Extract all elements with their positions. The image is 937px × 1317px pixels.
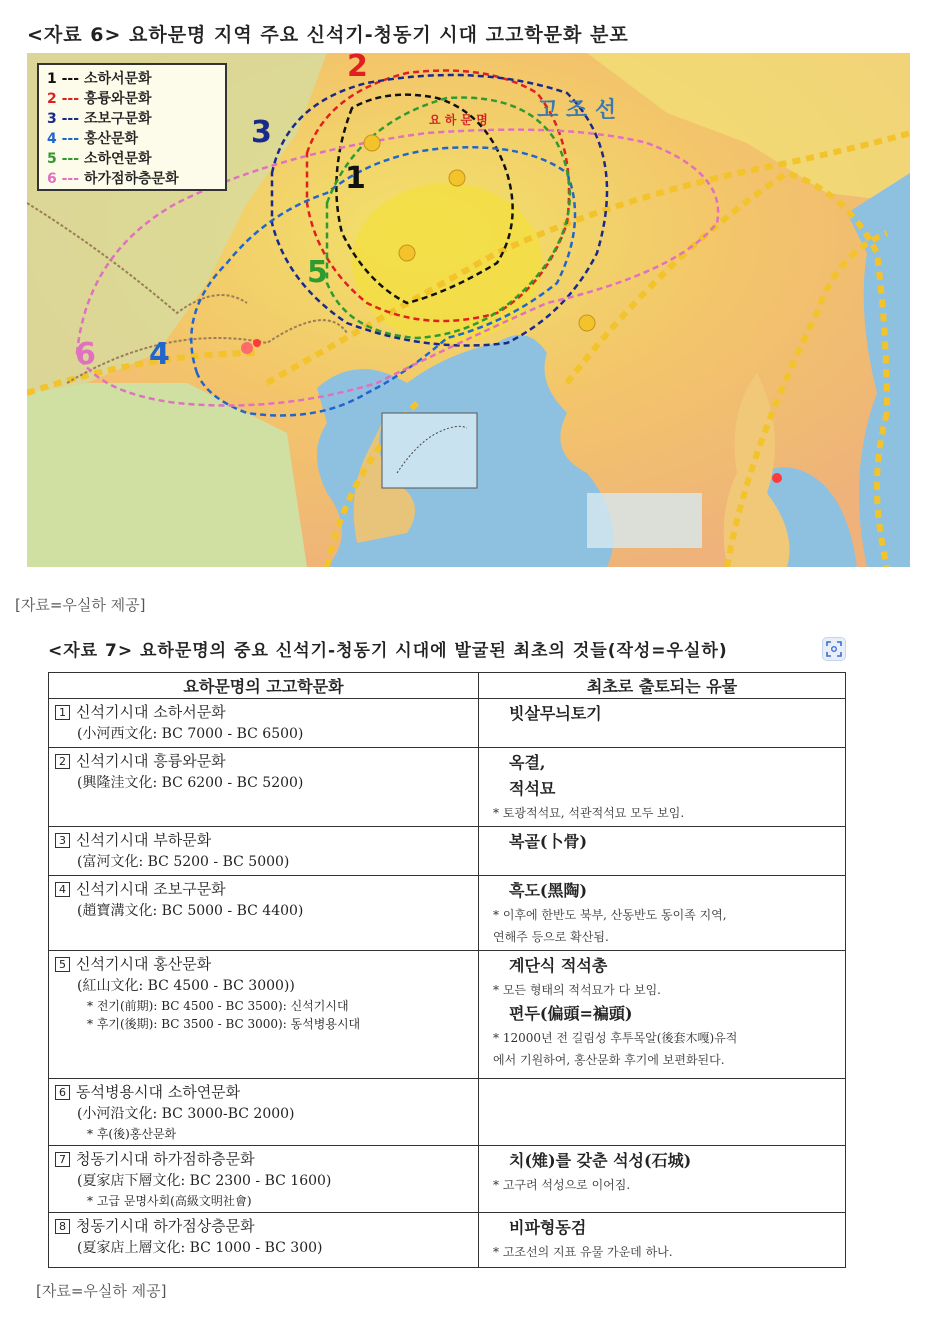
artifact-note: * 12000년 전 길림성 후투목알(後套木嘎)유적 [493, 1031, 738, 1045]
artifact-note: * 이후에 한반도 북부, 산동반도 동이족 지역, [493, 908, 727, 922]
culture-note: * 후기(後期): BC 3500 - BC 3000): 동석병용시대 [87, 1017, 361, 1031]
table-row [49, 951, 846, 1079]
row-number-box: 5 [55, 957, 70, 972]
culture-name-text: 동석병용시대 소하연문화 [76, 1083, 241, 1101]
culture-name [55, 829, 472, 851]
culture-cell [49, 951, 479, 1079]
zone-label-4: 4 [149, 337, 170, 372]
culture-name-text: 청동기시대 하가점상층문화 [76, 1217, 255, 1235]
legend-item: 2 --- 흥륭와문화 [47, 91, 152, 107]
culture-date: (趙寶溝文化: BC 5000 - BC 4400) [77, 903, 304, 919]
culture-name-text: 신석기시대 흥륭와문화 [76, 752, 226, 770]
zone-label-6: 6 [75, 337, 96, 372]
column-header-culture: 요하문명의 고고학문화 [49, 673, 479, 699]
culture-name [55, 1148, 472, 1170]
artifact-cell [479, 827, 846, 876]
figure6-title: <자료 6> 요하문명 지역 주요 신석기-청동기 시대 고고학문화 분포 [27, 24, 629, 46]
legend-item: 6 --- 하가점하층문화 [47, 171, 179, 187]
zone-label-2: 2 [347, 53, 368, 84]
zone-label-3: 3 [251, 115, 272, 150]
row-number-box: 2 [55, 754, 70, 769]
culture-name-text: 신석기시대 부하문화 [76, 831, 212, 849]
culture-name [55, 701, 472, 723]
artifact-note: 에서 기원하여, 홍산문화 후기에 보편화된다. [493, 1053, 725, 1067]
artifact-name: 계단식 적석총 [509, 956, 608, 975]
culture-name-text: 청동기시대 하가점하층문화 [76, 1150, 255, 1168]
culture-name-text: 신석기시대 소하서문화 [76, 703, 226, 721]
zone-label-5: 5 [307, 255, 328, 290]
culture-note: * 전기(前期): BC 4500 - BC 3500): 신석기시대 [87, 999, 349, 1013]
artifact-name: 복골(卜骨) [509, 832, 588, 851]
row-number-box: 1 [55, 705, 70, 720]
table-row [49, 827, 846, 876]
culture-note: * 후(後)홍산문화 [87, 1127, 177, 1141]
column-header-artifacts: 최초로 출토되는 유물 [479, 673, 846, 699]
row-number-box: 8 [55, 1219, 70, 1234]
artifact-note: * 모든 형태의 적석묘가 다 보임. [493, 983, 661, 997]
artifact-name: 빗살무늬토기 [509, 704, 602, 723]
artifact-name: 흑도(黑陶) [509, 881, 588, 900]
table-row [49, 748, 846, 827]
artifact-name: 옥결, [509, 753, 546, 772]
culture-note: * 고급 문명사회(高級文明社會) [87, 1194, 252, 1208]
legend-item: 5 --- 소하연문화 [47, 151, 152, 167]
legend-item: 3 --- 조보구문화 [47, 111, 152, 127]
culture-date: (富河文化: BC 5200 - BC 5000) [77, 854, 290, 870]
table-row [49, 1146, 846, 1213]
artifact-cell [479, 699, 846, 748]
artifact-note: * 고조선의 지표 유물 가운데 하나. [493, 1245, 673, 1259]
row-number-box: 3 [55, 833, 70, 848]
culture-date: (興隆洼文化: BC 6200 - BC 5200) [77, 775, 304, 791]
figure7-title: <자료 7> 요하문명의 중요 신석기-청동기 시대에 발굴된 최초의 것들(작성=우실하) [48, 641, 728, 661]
map-legend [37, 63, 227, 191]
legend-item: 1 --- 소하서문화 [47, 71, 152, 87]
table-row [49, 1079, 846, 1146]
label-yoha: 요 하 문 명 [429, 113, 488, 127]
figure7-caption: [자료=우실하 제공] [36, 1282, 167, 1300]
row-number-box: 7 [55, 1152, 70, 1167]
artifact-cell [479, 1079, 846, 1146]
culture-cell [49, 1079, 479, 1146]
culture-name [55, 750, 472, 772]
culture-name-text: 신석기시대 홍산문화 [76, 955, 212, 973]
culture-date: (夏家店上層文化: BC 1000 - BC 300) [77, 1240, 323, 1256]
zone-label-1: 1 [345, 161, 366, 196]
culture-cell [49, 1213, 479, 1268]
artifact-note: 연해주 등으로 확산됨. [493, 930, 609, 944]
label-gojoseon: 고 조 선 [537, 98, 617, 123]
culture-cell [49, 1146, 479, 1213]
culture-name [55, 878, 472, 900]
artifact-cell [479, 1146, 846, 1213]
artifact-name: 치(雉)를 갖춘 석성(石城) [509, 1151, 692, 1170]
culture-distribution-map [27, 53, 910, 567]
image-scan-button[interactable] [822, 637, 846, 661]
artifact-name: 편두(偏頭=褊頭) [509, 1004, 633, 1023]
artifact-cell [479, 748, 846, 827]
table-row [49, 876, 846, 951]
artifact-cell [479, 876, 846, 951]
artifact-note: * 토광적석묘, 석관적석묘 모두 보임. [493, 806, 685, 820]
table-row [49, 699, 846, 748]
culture-name-text: 신석기시대 조보구문화 [76, 880, 226, 898]
culture-cell [49, 699, 479, 748]
table-header-row [49, 673, 846, 699]
culture-table [48, 672, 846, 1268]
artifact-name: 비파형동검 [509, 1218, 587, 1237]
figure6-caption: [자료=우실하 제공] [15, 596, 146, 614]
artifact-name: 적석묘 [509, 779, 556, 798]
culture-date: (小河沿文化: BC 3000-BC 2000) [77, 1106, 295, 1122]
culture-name [55, 1081, 472, 1103]
scan-icon [826, 641, 842, 657]
artifact-note: * 고구려 석성으로 이어짐. [493, 1178, 631, 1192]
artifact-cell [479, 951, 846, 1079]
culture-name [55, 1215, 472, 1237]
culture-cell [49, 876, 479, 951]
row-number-box: 6 [55, 1085, 70, 1100]
culture-date: (紅山文化: BC 4500 - BC 3000)) [77, 978, 295, 994]
legend-item: 4 --- 홍산문화 [47, 131, 139, 147]
culture-name [55, 953, 472, 975]
artifact-cell [479, 1213, 846, 1268]
culture-cell [49, 827, 479, 876]
culture-date: (小河西文化: BC 7000 - BC 6500) [77, 726, 304, 742]
table-row [49, 1213, 846, 1268]
culture-date: (夏家店下層文化: BC 2300 - BC 1600) [77, 1173, 332, 1189]
row-number-box: 4 [55, 882, 70, 897]
culture-cell [49, 748, 479, 827]
